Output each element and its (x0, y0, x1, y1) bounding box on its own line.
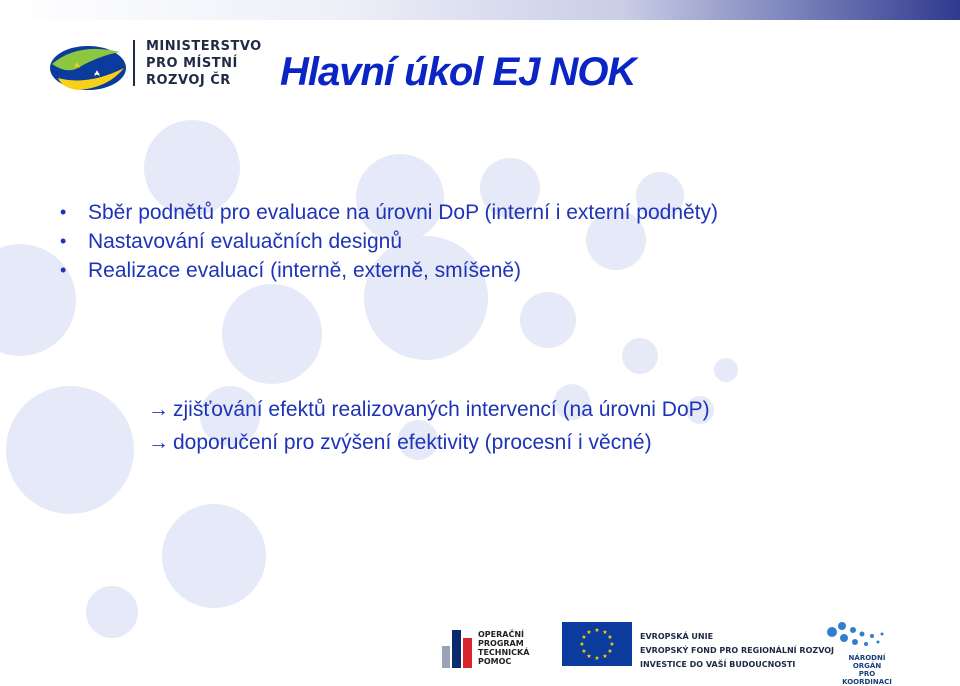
outcome-text: doporučení pro zvýšení efektivity (procesní i věcné) (173, 431, 652, 454)
outcome-list (148, 393, 710, 459)
outcome-item (148, 426, 710, 459)
outcome-text: zjišťování efektů realizovaných intervencí (na úrovni DoP) (173, 398, 710, 421)
bullet-text: Nastavování evaluačních designů (88, 230, 403, 253)
logo-separator (133, 40, 135, 86)
outcome-item (148, 393, 710, 426)
eu-line: EVROPSKÝ FOND PRO REGIONÁLNÍ ROZVOJ (640, 646, 835, 655)
svg-text:★: ★ (586, 653, 592, 660)
bullet-text: Sběr podnětů pro evaluace na úrovni DoP (interní i externí podněty) (88, 201, 718, 224)
svg-text:★: ★ (607, 634, 613, 641)
eu-text (640, 630, 834, 672)
narodni-organ-text (842, 654, 892, 686)
arrow-right-icon: → (148, 398, 169, 421)
svg-text:★: ★ (579, 641, 585, 648)
arrow-right-icon: → (148, 431, 169, 454)
bullet-text: Realizace evaluací (interně, externě, smíšeně) (88, 259, 522, 282)
bullet-item (60, 256, 718, 285)
op-tp-logo (440, 620, 550, 670)
bullet-item (60, 227, 718, 256)
bullet-item (60, 198, 718, 227)
logo-line: ROZVOJ ČR (146, 73, 231, 88)
svg-text:★: ★ (602, 653, 608, 660)
svg-text:★: ★ (594, 627, 600, 634)
bar-chart-logo-icon (440, 620, 476, 670)
no-line: PRO KOORDINACI (842, 670, 892, 686)
dots-logo-icon (822, 618, 892, 654)
bullet-icon: • (60, 231, 67, 251)
logo-line: PRO MÍSTNÍ (146, 56, 238, 71)
no-line: NÁRODNÍ ORGÁN (848, 654, 886, 670)
op-tp-text (478, 630, 529, 666)
eu-line: INVESTICE DO VAŠÍ BUDOUCNOSTI (640, 660, 796, 669)
logo-line: MINISTERSTVO (146, 39, 262, 54)
svg-text:★: ★ (581, 648, 587, 655)
narodni-organ-logo (822, 618, 892, 686)
op-line: OPERAČNÍ (478, 630, 525, 639)
svg-text:★: ★ (594, 655, 600, 662)
bullet-icon: • (60, 260, 67, 280)
slide-title: Hlavní úkol EJ NOK (280, 50, 636, 94)
ministry-name (146, 38, 262, 89)
op-line: TECHNICKÁ (478, 648, 530, 657)
svg-text:★: ★ (581, 634, 587, 641)
svg-text:★: ★ (586, 629, 592, 636)
eu-line: EVROPSKÁ UNIE (640, 632, 714, 641)
svg-text:★: ★ (609, 641, 615, 648)
bullet-icon: • (60, 202, 67, 222)
op-line: POMOC (478, 657, 512, 666)
eu-flag-icon (562, 622, 632, 666)
svg-text:★: ★ (602, 629, 608, 636)
op-line: PROGRAM (478, 639, 524, 648)
svg-text:★: ★ (607, 648, 613, 655)
bullet-list (60, 198, 718, 285)
